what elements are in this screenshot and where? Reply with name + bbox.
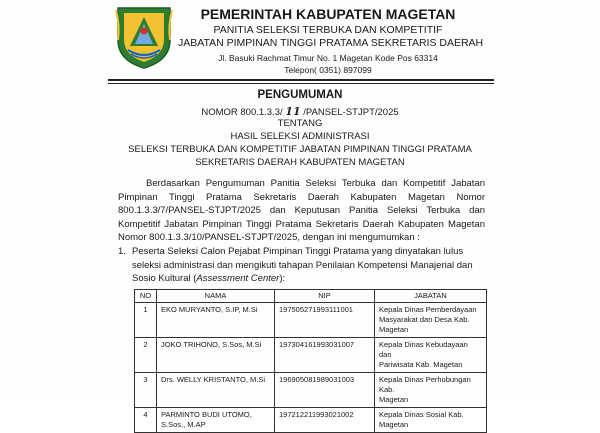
row-no: 1 xyxy=(135,303,157,338)
document-number xyxy=(100,105,500,118)
row-position-line-2: Masyarakat dan Desa Kab. Magetan xyxy=(379,315,470,334)
letterhead-committee: PANITIA SELEKSI TERBUKA DAN KOMPETITIF xyxy=(213,24,443,36)
document-heading: PENGUMUMAN xyxy=(257,89,343,101)
document-about: TENTANG xyxy=(277,118,323,129)
table-header-row xyxy=(135,290,487,303)
participants-table xyxy=(134,289,487,433)
row-name-line-1: PARMINTO BUDI UTOMO, xyxy=(161,410,252,419)
intro-line-5: Nomor 800.1.3.3/10/PANSEL-STJPT/2025, dengan ini mengumumkan : xyxy=(118,232,420,243)
row-no: 3 xyxy=(135,373,157,408)
letterhead-divider-thick xyxy=(108,79,494,81)
row-position-line-1: Kepala Dinas Perhubungan Kab. xyxy=(379,375,471,394)
row-name: Drs. WELLY KRISTANTO, M.Si xyxy=(157,373,275,408)
table-row xyxy=(135,303,487,338)
header-no: NO xyxy=(135,290,157,303)
list-item-number: 1. xyxy=(118,246,126,257)
list-item-line-2: seleksi administrasi dan mengikuti tahapan Penilaian Kompetensi Manajerial dan xyxy=(132,259,473,271)
list-item-line-3-post: ): xyxy=(279,273,286,284)
row-position-line-1: Kepala Dinas Sosial Kab. Magetan xyxy=(379,410,464,429)
header-nip: NIP xyxy=(275,290,375,303)
row-no: 4 xyxy=(135,408,157,433)
list-item-line-1: Peserta Seleksi Calon Pejabat Pimpinan Tinggi Pratama yang dinyatakan lulus xyxy=(132,246,464,257)
intro-line-4: Kompetitif Jabatan Pimpinan Tinggi Pratama Sekretaris Daerah Kabupaten Magetan xyxy=(118,218,485,230)
row-position xyxy=(375,373,487,408)
row-name xyxy=(157,408,275,433)
header-position: JABATAN xyxy=(375,290,487,303)
row-nip: 197304161993031007 xyxy=(275,338,375,373)
table-row xyxy=(135,373,487,408)
document-number-suffix: /PANSEL-STJPT/2025 xyxy=(303,107,399,118)
intro-line-1: Berdasarkan Pengumuman Panitia Seleksi Terbuka dan Kompetitif Jabatan xyxy=(146,178,485,189)
intro-paragraph xyxy=(118,177,485,245)
row-position xyxy=(375,338,487,373)
row-nip: 197505271993111001 xyxy=(275,303,375,338)
intro-line-2: Pimpinan Tinggi Pratama Sekretaris Daerah Kabupaten Magetan Nomor xyxy=(118,191,485,203)
list-item-1 xyxy=(118,245,485,286)
intro-line-3: 800.1.3.3/7/PANSEL-STJPT/2025 dan Keputusan Panitia Seleksi Terbuka dan xyxy=(118,205,485,216)
row-name: EKO MURYANTO, S.IP, M.Si xyxy=(157,303,275,338)
magetan-regency-crest-icon xyxy=(112,4,176,70)
handwritten-number: 11 xyxy=(285,105,301,118)
letterhead-address: Jl. Basuki Rachmat Timur No. 1 Magetan Kode Pos 63314 xyxy=(218,53,438,63)
row-no: 2 xyxy=(135,338,157,373)
row-position-line-1: Kepala Dinas Pemberdayaan xyxy=(379,305,477,314)
row-position-line-1: Kepala Dinas Kebudayaan dan xyxy=(379,340,468,359)
letterhead-phone: Telepon( 0351) 897099 xyxy=(284,65,372,75)
list-item-line-3-pre: Sosio Kultural ( xyxy=(132,273,197,284)
document-subject-2: SELEKSI TERBUKA DAN KOMPETITIF JABATAN PIMPINAN TINGGI PRATAMA xyxy=(128,144,472,155)
list-item-line-3 xyxy=(132,272,485,286)
row-name: JOKO TRIHONO, S.Sos, M.Si xyxy=(157,338,275,373)
document-subject-3: SEKRETARIS DAERAH KABUPATEN MAGETAN xyxy=(195,157,405,168)
assessment-center-term: Assessment Center xyxy=(196,273,280,284)
table-row xyxy=(135,338,487,373)
row-name-line-2: S.Sos., M.AP xyxy=(161,420,206,429)
document-subject-1: HASIL SELEKSI ADMINISTRASI xyxy=(230,131,370,142)
table-row xyxy=(135,408,487,433)
row-position-line-2: Pariwisata Kab. Magetan xyxy=(379,360,463,369)
row-nip: 197212211993021002 xyxy=(275,408,375,433)
row-position xyxy=(375,303,487,338)
document-number-prefix: NOMOR 800.1.3.3/ xyxy=(201,107,283,118)
header-name: NAMA xyxy=(157,290,275,303)
row-nip: 196905081989031003 xyxy=(275,373,375,408)
letterhead-divider-thin xyxy=(108,83,494,84)
row-position xyxy=(375,408,487,433)
row-position-line-2: Magetan xyxy=(379,395,409,404)
letterhead-position: JABATAN PIMPINAN TINGGI PRATAMA SEKRETARIS DAERAH xyxy=(178,37,484,49)
letterhead-government: PEMERINTAH KABUPATEN MAGETAN xyxy=(200,6,456,22)
